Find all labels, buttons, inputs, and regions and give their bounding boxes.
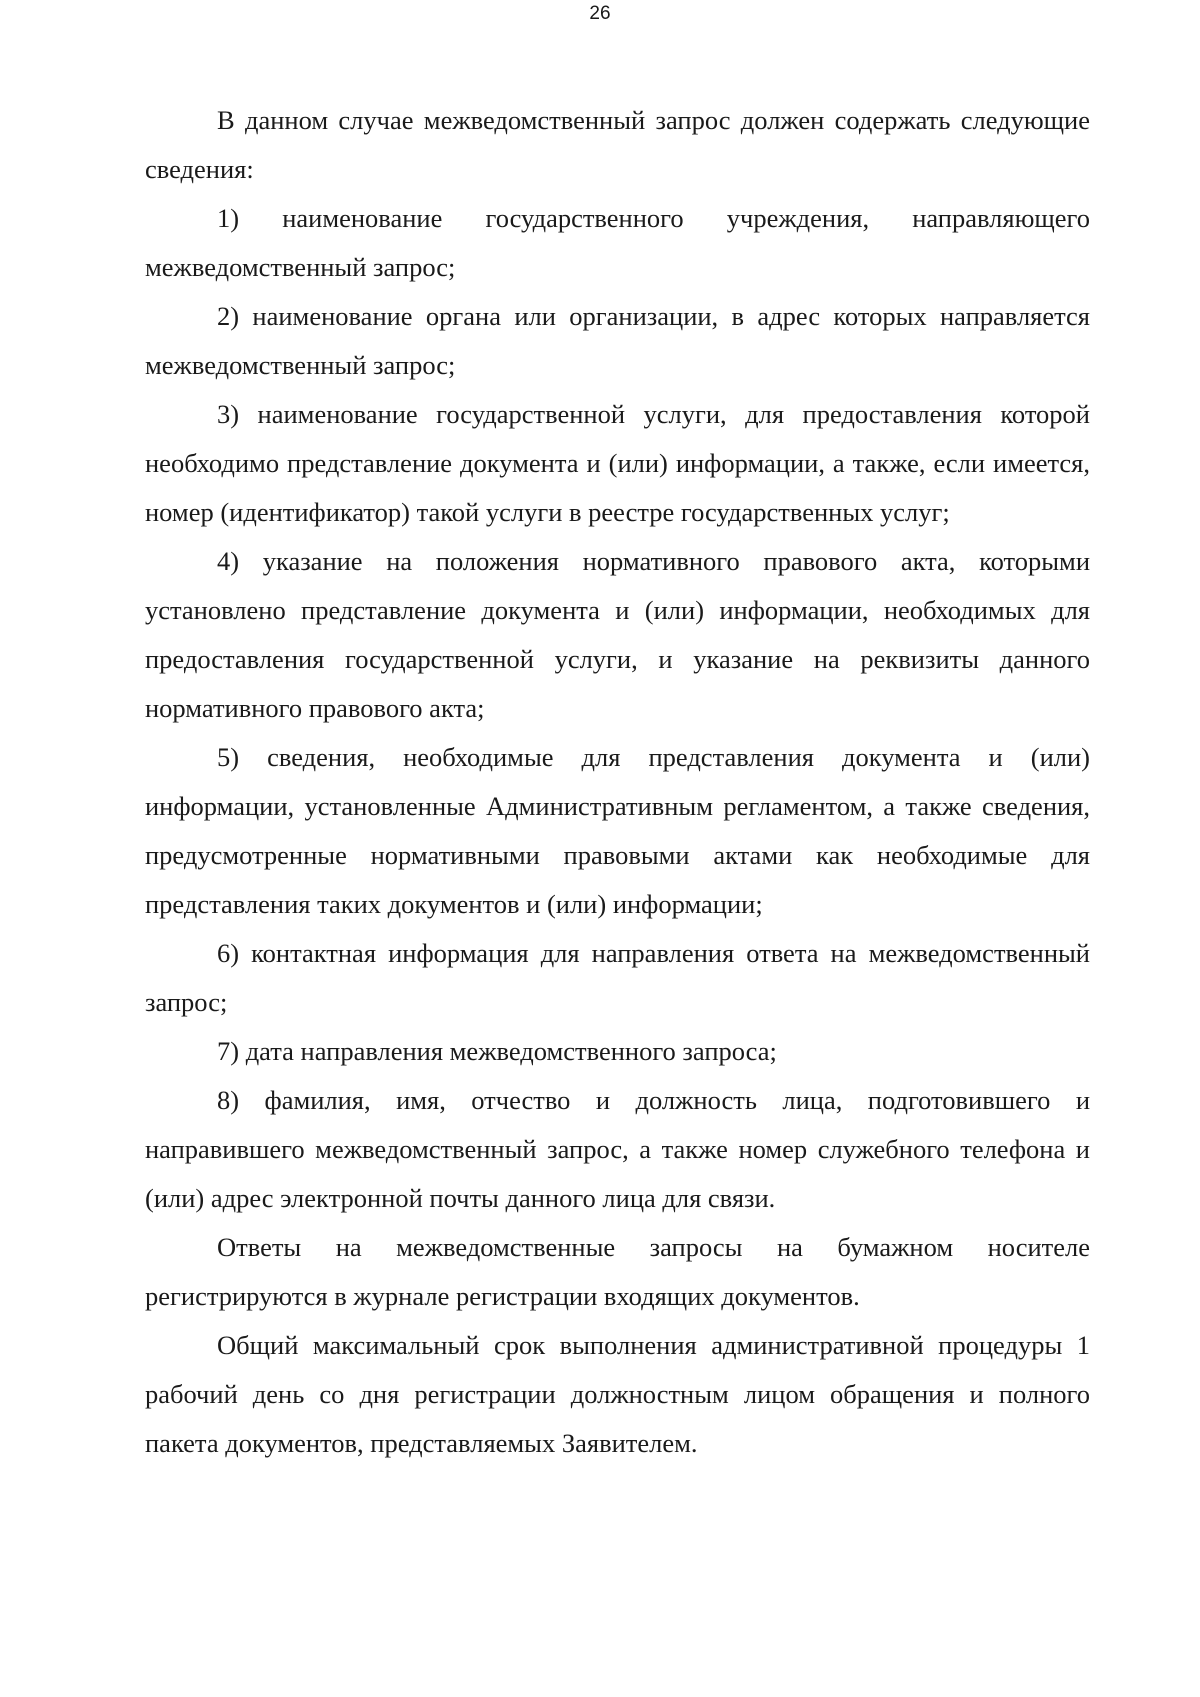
paragraph-deadline: Общий максимальный срок выполнения административной процедуры 1 рабочий день со дня регистрации должностным лицом обращения и полного пакета документов, представляемых Заявителем. [145,1330,1090,1458]
list-item-2: 2) наименование органа или организации, в адрес которых направляется межведомственный запрос; [145,301,1090,380]
paragraph-intro: В данном случае межведомственный запрос должен содержать следующие сведения: [145,105,1090,184]
list-item-6: 6) контактная информация для направления ответа на межведомственный запрос; [145,938,1090,1017]
list-item-5: 5) сведения, необходимые для представления документа и (или) информации, установленные Административным регламентом, а также сведения, предусмотренные нормативными правовыми актами как необходимые для представления таких документов и (или) информации; [145,742,1090,919]
paragraph-responses: Ответы на межведомственные запросы на бумажном носителе регистрируются в журнале регистрации входящих документов. [145,1232,1090,1311]
list-item-1: 1) наименование государственного учреждения, направляющего межведомственный запрос; [145,203,1090,282]
page-number: 26 [589,3,611,24]
list-item-3: 3) наименование государственной услуги, для предоставления которой необходимо представление документа и (или) информации, а также, если имеется, номер (идентификатор) такой услуги в реестре государственных услуг; [145,399,1090,527]
document-body [145,96,1090,1468]
list-item-8: 8) фамилия, имя, отчество и должность лица, подготовившего и направившего межведомственный запрос, а также номер служебного телефона и (или) адрес электронной почты данного лица для связи. [145,1085,1090,1213]
list-item-4: 4) указание на положения нормативного правового акта, которыми установлено представление документа и (или) информации, необходимых для предоставления государственной услуги, и указание на реквизиты данного нормативного правового акта; [145,546,1090,723]
list-item-7: 7) дата направления межведомственного запроса; [217,1036,777,1066]
